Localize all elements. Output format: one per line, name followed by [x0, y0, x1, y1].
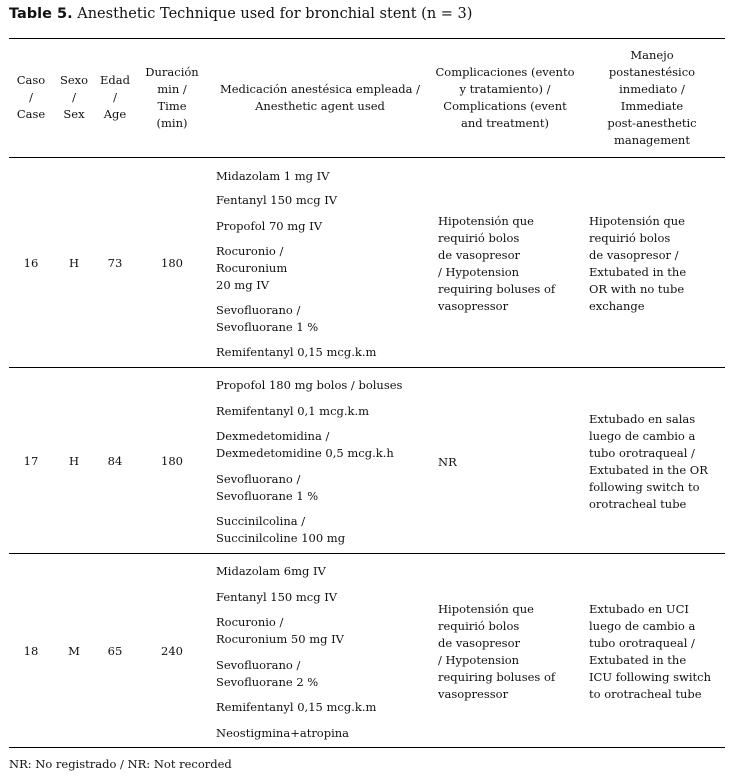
complications-cell-line: vasopressor	[438, 687, 509, 701]
medication-item	[216, 403, 431, 420]
management-cell-line: requirió bolos	[589, 231, 671, 245]
management-cell	[589, 213, 724, 315]
complications-cell-line: NR	[438, 455, 457, 469]
medication-item	[216, 699, 431, 716]
management-cell-line: tubo orotraqueal /	[589, 446, 695, 460]
medication-item-line: Neostigmina+atropina	[216, 726, 350, 740]
header-age-line: Edad	[100, 73, 130, 87]
header-complications-line: Complications (event	[443, 99, 567, 113]
row-divider-2	[9, 553, 725, 554]
header-duration-line: Time	[157, 99, 187, 113]
header-sex-line: /	[72, 90, 76, 104]
table-caption: Anesthetic Technique used for bronchial stent (n = 3)	[77, 6, 473, 22]
header-duration-line: Duración	[145, 65, 199, 79]
medication-item-line: Fentanyl 150 mcg IV	[216, 193, 338, 207]
medication-item-line: Sevofluorane 2 %	[216, 675, 319, 689]
header-complications-line: y tratamiento) /	[459, 82, 551, 96]
complications-cell-line: / Hypotension	[438, 265, 520, 279]
age-value: 65	[107, 644, 123, 658]
complications-cell	[438, 213, 580, 315]
medication-item-line: Dexmedetomidine 0,5 mcg.k.h	[216, 446, 394, 460]
complications-cell-line: requiring boluses of	[438, 282, 556, 296]
duration-value: 180	[161, 256, 183, 270]
medication-item-line: Midazolam 1 mg IV	[216, 169, 330, 183]
medication-item-line: Sevofluorano /	[216, 658, 301, 672]
medication-item-line: Propofol 70 mg IV	[216, 219, 323, 233]
medication-item-line: Rocuronium 50 mg IV	[216, 632, 344, 646]
medication-item-line: Remifentanyl 0,15 mcg.k.m	[216, 700, 377, 714]
header-case-line: Caso	[16, 73, 46, 87]
medication-item	[216, 302, 431, 336]
header-duration	[140, 64, 204, 132]
medication-item	[216, 428, 431, 462]
medication-item	[216, 192, 431, 209]
header-duration-line: (min)	[156, 116, 188, 130]
medication-item-line: Sevofluorano /	[216, 472, 301, 486]
header-age-line: /	[113, 90, 117, 104]
medication-item	[216, 657, 431, 691]
medication-item	[216, 589, 431, 606]
management-cell	[589, 601, 724, 703]
management-cell-line: OR with no tube	[589, 282, 685, 296]
management-cell-line: tubo orotraqueal /	[589, 636, 695, 650]
age-value: 73	[107, 256, 123, 270]
top-rule	[9, 38, 725, 39]
header-medication	[210, 81, 430, 115]
sex-value: H	[68, 454, 80, 468]
medication-item	[216, 513, 431, 547]
header-complications-line: Complicaciones (evento	[435, 65, 575, 79]
table-label: Table 5.	[9, 6, 73, 22]
management-cell-line: Extubado en salas	[589, 412, 696, 426]
duration-value: 180	[161, 454, 183, 468]
table-footnote: NR: No registrado / NR: Not recorded	[9, 757, 232, 771]
medication-item-line: Dexmedetomidina /	[216, 429, 330, 443]
medication-item-line: Succinilcoline 100 mg	[216, 531, 346, 545]
medication-item-line: 20 mg IV	[216, 278, 270, 292]
header-sex-line: Sexo	[59, 73, 89, 87]
header-medication-line: Medicación anestésica empleada /	[219, 82, 421, 96]
management-cell-line: Extubated in the	[589, 653, 687, 667]
management-cell-line: orotracheal tube	[589, 497, 687, 511]
management-cell-line: luego de cambio a	[589, 619, 696, 633]
sex-value: M	[68, 644, 80, 658]
medication-item-line: Remifentanyl 0,15 mcg.k.m	[216, 345, 377, 359]
header-sex-line: Sex	[63, 107, 85, 121]
medication-item-line: Fentanyl 150 mcg IV	[216, 590, 338, 604]
management-cell-line: Extubated in the	[589, 265, 687, 279]
header-duration-line: min /	[157, 82, 187, 96]
case-number: 16	[23, 256, 39, 270]
header-management-line: inmediato /	[619, 82, 685, 96]
complications-cell-line: vasopressor	[438, 299, 509, 313]
medication-item-line: Rocuronio /	[216, 615, 284, 629]
medication-item	[216, 344, 431, 361]
header-management-line: postanestésico	[608, 65, 696, 79]
header-management-line: management	[614, 133, 690, 147]
complications-cell-line: Hipotensión que	[438, 214, 534, 228]
case-number: 18	[23, 644, 39, 658]
header-age	[96, 72, 134, 123]
medication-item	[216, 377, 431, 394]
complications-cell-line: requiring boluses of	[438, 670, 556, 684]
medication-item-line: Midazolam 6mg IV	[216, 564, 326, 578]
header-complications	[430, 64, 580, 132]
bottom-rule	[9, 747, 725, 748]
complications-cell-line: requirió bolos	[438, 231, 520, 245]
management-cell-line: exchange	[589, 299, 645, 313]
duration-value: 240	[161, 644, 183, 658]
case-number: 17	[23, 454, 39, 468]
medication-item-line: Succinilcolina /	[216, 514, 306, 528]
complications-cell	[438, 601, 580, 703]
management-cell-line: de vasopresor /	[589, 248, 679, 262]
header-age-line: Age	[103, 107, 127, 121]
medication-item	[216, 563, 431, 580]
header-management-line: Immediate	[620, 99, 684, 113]
age-value: 84	[107, 454, 123, 468]
header-case-line: /	[29, 90, 33, 104]
medication-item	[216, 218, 431, 235]
medication-item-line: Sevofluorane 1 %	[216, 320, 319, 334]
complications-cell	[438, 454, 580, 471]
management-cell-line: to orotracheal tube	[589, 687, 702, 701]
header-management-line: Manejo	[630, 48, 674, 62]
table-title	[9, 6, 472, 22]
management-cell-line: Hipotensión que	[589, 214, 685, 228]
medication-item	[216, 168, 431, 185]
medication-item	[216, 471, 431, 505]
medication-item	[216, 614, 431, 648]
header-medication-line: Anesthetic agent used	[255, 99, 385, 113]
header-management	[582, 47, 722, 149]
management-cell-line: ICU following switch	[589, 670, 711, 684]
management-cell-line: following switch to	[589, 480, 700, 494]
header-case-line: Case	[16, 107, 46, 121]
complications-cell-line: de vasopresor	[438, 636, 520, 650]
header-case	[12, 72, 50, 123]
medication-item	[216, 725, 431, 742]
medication-item	[216, 243, 431, 294]
management-cell	[589, 411, 724, 513]
management-cell-line: Extubated in the OR	[589, 463, 708, 477]
header-complications-line: and treatment)	[461, 116, 549, 130]
header-sex	[55, 72, 93, 123]
medication-item-line: Remifentanyl 0,1 mcg.k.m	[216, 404, 370, 418]
medication-item-line: Propofol 180 mg bolos / boluses	[216, 378, 403, 392]
management-cell-line: luego de cambio a	[589, 429, 696, 443]
complications-cell-line: Hipotensión que	[438, 602, 534, 616]
complications-cell-line: requirió bolos	[438, 619, 520, 633]
header-rule	[9, 157, 725, 158]
medication-item-line: Rocuronio /	[216, 244, 284, 258]
complications-cell-line: / Hypotension	[438, 653, 520, 667]
medication-item-line: Rocuronium	[216, 261, 288, 275]
medication-item-line: Sevofluorano /	[216, 303, 301, 317]
complications-cell-line: de vasopresor	[438, 248, 520, 262]
management-cell-line: Extubado en UCI	[589, 602, 689, 616]
header-management-line: post-anesthetic	[607, 116, 697, 130]
sex-value: H	[68, 256, 80, 270]
row-divider-1	[9, 367, 725, 368]
medication-item-line: Sevofluorane 1 %	[216, 489, 319, 503]
